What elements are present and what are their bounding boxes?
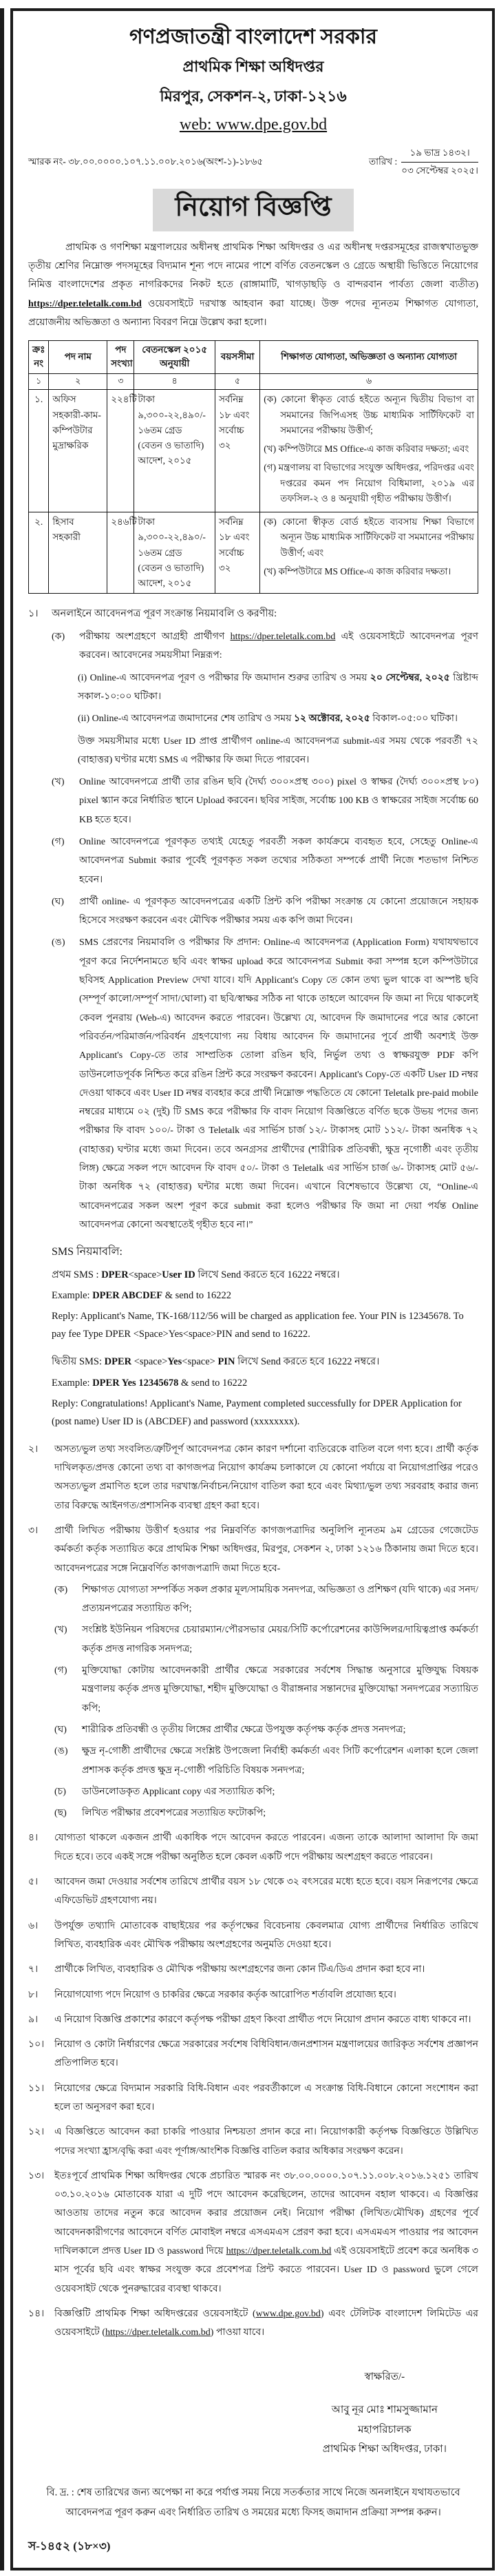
directorate-name: প্রাথমিক শিক্ষা অধিদপ্তর [182, 58, 324, 75]
sms-first-instruction: প্রথম SMS : DPER<space>User ID লিখে Send করতে হবে 16222 নম্বরে। [52, 1269, 340, 1281]
clause-12: ১২। এ বিজ্ঞপ্তিতে আবেদন করা চাকরি পাওয়ার নিশ্চয়তা প্রদান করে না। নিয়োগকারী কর্তৃপক্ষ বিজ্ঞপ্তিতে উল্লিখিত পদের সংখ্যা হ্রাস/বৃদ্ধি করা এবং পূর্ণাঙ্গ/আংশিক বিজ্ঞপ্তি বাতিল করার অধিকার সংরক্ষণ করেন। [28, 2127, 478, 2157]
clause-7: ৭। প্রার্থীকে লিখিত, ব্যবহারিক ও মৌখিক পরীক্ষায় অংশগ্রহণের জন্য কোন টিএ/ডিএ প্রদান করা হবে না। [28, 1964, 425, 1975]
notice-page [10, 8, 495, 2570]
row1-post-name: অফিস সহকারী-কাম-কম্পিউটার মুদ্রাক্ষরিক [49, 390, 107, 512]
sms-rules-heading: SMS নিয়মাবলি: [52, 1246, 122, 1258]
section1-item-gha: (ঘ) প্রার্থী online- এ পূরণকৃত আবেদনপত্রের একটি প্রিন্ট কপি পরীক্ষা সংক্রান্ত যে কোনো প্রয়োজনে সহায়ক হিসেবে সংরক্ষণ করবেন এবং মৌখিক পরীক্ষার সময় এক কপি জমা দিবেন। [52, 896, 478, 926]
sms-rules-block [28, 1243, 478, 1431]
footnote-text: শেষ তারিখের জন্য অপেক্ষা না করে পর্যাপ্ত সময় নিয়ে সতর্কতার সাথে নিজে অনলাইনে যথাযতভাবে আবেদনপত্র পূরণ করুন এবং নির্ধারিত তারিখ ও সময়ের মধ্যে ফিসহ জমাদান প্রক্রিয়া সম্পন্ন করুন। [65, 2486, 460, 2519]
intro-paragraph: প্রাথমিক ও গণশিক্ষা মন্ত্রণালয়ের অধীনস্থ প্রাথমিক শিক্ষা অধিদপ্তর ও এর অধীনস্থ দপ্তরসমূহের রাজস্বখাতভুক্ত তৃতীয় শ্রেণির নিম্নোক্ত পদসমূহের বিদ্যমান শূন্য পদে নামের পাশে বর্ণিত বেতনস্কেল ও গ্রেডে অস্থায়ী ভিত্তিতে নিয়োগের নিমিত্ত বাংলাদেশের প্রকৃত নাগরিকদের নিকট হতে (রাঙ্গামাটি, খাগড়াছড়ি ও বান্দরবান পার্বত্য জেলা ব্যতীত) https://dper.teletalk.com.bd ওয়েবসাইটে দরখাস্ত আহবান করা যাচ্ছে। উক্ত পদের ন্যূনতম শিক্ষাগত যোগ্যতা, প্রয়োজনীয় অভিজ্ঞতা ও অন্যান্য বিবরণ নিম্নে উল্লেখ করা হলো। [28, 242, 478, 328]
sms-second-instruction: দ্বিতীয় SMS: DPER <space>Yes<space> PIN লিখে Send করতে হবে 16222 নম্বরে। [52, 1356, 380, 1368]
col-number-4: ৪ [134, 373, 215, 390]
col-number-6: ৬ [260, 373, 478, 390]
date-bangla: ১৯ ভাদ্র ১৪৩২। [401, 145, 478, 163]
clause-3-sublist [54, 1581, 478, 1823]
row2-pay-scale: টাকা ৯,৩০০-২২,৪৯০/- ১৬তম গ্রেড (বেতন ও ভাতাদি) আদেশ, ২০১৫ [134, 512, 215, 594]
table-row [29, 512, 478, 594]
clause-3-sub-chha: (ছ) লিখিত পরীক্ষার প্রবেশপত্রের সত্যায়িত ফটোকপি; [54, 1808, 266, 1819]
clause-13: ১৩। ইতঃপূর্বে প্রাথমিক শিক্ষা অধিদপ্তর থেকে প্রচারিত স্মারক নং ৩৮.০০.০০০০.১০৭.১১.০০৮.২০১৬.১২৫১ তারিখ ০৩.১০.২০১৬ মোতাবেক যারা এ দুটি পদে আবেদন করেছিলেন, তাদের আবেদন বহাল থাকবে। এ বিজ্ঞপ্তির আওতায় তাদের নতুন করে আবেদন করার প্রয়োজন নেই। নিয়োগ পরীক্ষা (লিখিত/মৌখিক) গ্রহণের পূর্বে আবেদনকারীগণের আবেদনে বর্ণিত মোবাইল নম্বরে এসএমএস প্রেরণ করা হবে। এসএমএস পাওয়ার পর আবেদন দাখিলকালে প্রদত্ত User ID ও password দিয়ে https://dper.teletalk.com.bd এই ওয়েবসাইটে প্রবেশ করে অনধিক ৩ মাস পূর্বের ছবি এবং স্বাক্ষর সংযুক্ত করে প্রবেশপত্র প্রিন্ট করতে পারবেন। User ID ও password ভুলে গেলে ওয়েবসাইট থেকে পুনরুদ্ধারের ব্যবস্থা থাকবে। [28, 2170, 479, 2294]
table-header-row [29, 341, 478, 374]
section1-item-ka-sub-i: (i) Online-এ আবেদনপত্র পূরণ ও পরীক্ষার ফি জমাদান শুরুর তারিখ ও সময় ২০ সেপ্টেম্বর, ২০২৫ খ্রিষ্টাব্দ সকাল-১০:০০ ঘটিকা। [78, 672, 478, 702]
clause-4: ৪। যোগ্যতা থাকলে একজন প্রার্থী একাধিক পদে আবেদন করতে পারবেন। এজন্য তাকে আলাদা আলাদা ফি জমা দিতে হবে। তবে একই সঙ্গে পরীক্ষা অনুষ্ঠিত হলে কেবল একটি পদে পরীক্ষায় অংশগ্রহণ করতে পারবেন। [28, 1833, 478, 1862]
section1-item-uma: (ঙ) SMS প্রেরণের নিয়মাবলি ও পরীক্ষার ফি প্রদান: Online-এ আবেদনপত্র (Application Form) যথাযথভাবে পূরণ করে নির্দেশনামতে ছবি এবং স্বাক্ষর upload করে আবেদনপত্র Submit করা সম্পন্ন হলে কম্পিউটারে ছবিসহ Application Preview দেখা যাবে। যদি Applicant's Copy তে কোন তথ্য ভুল থাকে বা অস্পষ্ট ছবি (সম্পূর্ণ কালো/সম্পূর্ণ সাদা/ঘোলা) বা ছবি/স্বাক্ষর সঠিক না থাকে তাহলে আবেদন ফি জমা না দিয়ে থাকলেই কেবল পুনরায় (Web-এ) আবেদন করতে পারবেন। উল্লেখ্য যে, আবেদন ফি জমাদানের পরে আর কোনো পরিবর্তন/পরিমার্জন/পরিবর্ধন গ্রহণযোগ্য নয় বিধায় আবেদন ফি জমাদানের পূর্বে প্রার্থী অবশ্যই উক্ত Applicant's Copy-তে তার সাম্প্রতিক তোলা রঙিন ছবি, নির্ভুল তথ্য ও স্বাক্ষরযুক্ত PDF কপি ডাউনলোডপূর্বক নিশ্চিত করে রঙিন প্রিন্ট করে সংরক্ষণ করবেন। Applicant's Copy-তে একটি User ID নম্বর দেওয়া থাকবে এবং User ID নম্বর ব্যবহার করে প্রার্থী নিম্নোক্ত পদ্ধতিতে যে কোনো Teletalk pre-paid mobile নম্বরের মাধ্যমে ০২ (দুই) টি SMS করে পরীক্ষার ফি বাবদ নিয়োগ বিজ্ঞপ্তিতে বর্ণিত ছকে উভয় পদের জন্য পরীক্ষার ফি বাবদ ১০০/- টাকা ও Teletalk এর সার্ভিস চার্জ ১২/- টাকাসহ মোট ১১২/- টাকা অনধিক ৭২ (বাহাত্তর) ঘণ্টার মধ্যে জমা দিবেন। তবে অনগ্রসর প্রার্থীদের (শারীরিক প্রতিবন্ধী, ক্ষুদ্র নৃগোষ্ঠী এবং তৃতীয় লিঙ্গ) ক্ষেত্রে সকল পদে আবেদন ফি বাবদ ৫০/- টাকা ও Teletalk এর সার্ভিস চার্জ ৬/- টাকাসহ মোট ৫৬/- টাকা অনধিক ৭২ (বাহাত্তর) ঘন্টার মধ্যে জমা দিবেন। এখানে বিশেষভাবে উল্লেখ্য যে, “Online-এ আবেদনপত্রের সকল অংশ পূরণ করে submit করা হলেও পরীক্ষার ফি জমা না দেয়া পর্যন্ত Online আবেদনপত্র কোনো অবস্থাতেই গৃহীত হবে না।” [52, 937, 478, 1230]
clause-3-sub-gha: (ঘ) শারীরিক প্রতিবন্ধী ও তৃতীয় লিঙ্গের প্রার্থীর ক্ষেত্রে উপযুক্ত কর্তৃপক্ষ কর্তৃক প্রদত্ত সনদপত্র; [54, 1724, 406, 1735]
clause-14: ১৪। বিজ্ঞপ্তিটি প্রাথমিক শিক্ষা অধিদপ্তরের ওয়েবসাইটে (www.dpe.gov.bd) এবং টেলিটক বাংলাদেশ লিমিটেড এর ওয়েবসাইটে (https://dper.teletalk.com.bd) পাওয়া যাবে। [28, 2308, 478, 2338]
title-row [28, 189, 478, 231]
clause-3: ৩। প্রার্থী লিখিত পরীক্ষায় উত্তীর্ণ হওয়ার পর নিম্নবর্ণিত কাগজপত্রাদির অনুলিপি ন্যূনতম ৯ম গ্রেডের গেজেটেড কর্মকর্তা কর্তৃক সত্যায়িত করে প্রাথমিক শিক্ষা অধিদপ্তর, মিরপুর, সেকশন ২, ঢাকা ১২১৬ ঠিকানায় জমা দিতে হবে। আবেদনপত্রের সঙ্গে নিম্নেবর্ণিত কাগজপত্রাদি জমা দিতে হবে- [28, 1525, 478, 1574]
clause-3-sub-ga: (গ) মুক্তিযোদ্ধা কোটায় আবেদনকারী প্রার্থীর ক্ষেত্রে সরকারের সর্বশেষ সিদ্ধান্ত অনুসারে মুক্তিযুদ্ধ বিষয়ক মন্ত্রণালয় কর্তৃক প্রদত্ত মুক্তিযোদ্ধা, শহীদ মুক্তিযোদ্ধা ও বীরাঙ্গনার সন্তানদের মুক্তিযোদ্ধা সনদপত্রের সত্যায়িত কপি; [54, 1665, 478, 1714]
section1-item-ka: (ক) পরীক্ষায় অংশগ্রহণে আগ্রহী প্রার্থীগণ https://dper.teletalk.com.bd এই ওয়েবসাইটে আবেদনপত্র পূরণ করবেন। আবেদনের সময়সীমা নিম্নরূপ: [52, 632, 478, 661]
clause-6: ৬। উপর্যুক্ত তথ্যাদি মোতাবেক বাছাইয়ের পর কর্তৃপক্ষের বিবেচনায় কেবলমাত্র যোগ্য প্রার্থীদের নির্ধারিত তারিখে লিখিত, ব্যবহারিক এবং মৌখিক পরীক্ষায় অংশগ্রহণের অনুমতি দেওয়া হবে। [28, 1920, 478, 1950]
col-header-serial: ক্রঃ নং [29, 341, 49, 374]
website-link[interactable]: web: www.dpe.gov.bd [179, 116, 328, 134]
col-header-age-limit: বয়সসীমা [215, 341, 259, 374]
row2-qualifications: (ক) কোনো স্বীকৃত বোর্ড হইতে ব্যবসায় শিক্ষা বিভাগে অন্যূন উচ্চ মাধ্যমিক সার্টিফিকেট বা সমমানের পরীক্ষায় উত্তীর্ণ; এবং (খ) কম্পিউটারে MS Office-এ কাজ করিবার দক্ষতা। [260, 512, 478, 594]
print-reference-code: স-১৪৫২ (১৮×৩) [28, 2539, 111, 2553]
clause-2: ২। অসত্য/ভুল তথ্য সংবলিত/ত্রুটিপূর্ণ আবেদনপত্র কোন কারণ দর্শানো ব্যতিরেকে বাতিল বলে গণ্য হবে। প্রার্থী কর্তৃক দাখিলকৃত/প্রদত্ত কোনো তথ্য বা কাগজপত্র নিয়োগ কার্যক্রম চলাকালে যে কোনো পর্যায়ে বা নিয়োগপ্রাপ্তির পরেও অসত্য/ভুল প্রমাণিত হলে তার দরখাস্ত/নির্বাচন/নিয়োগ বাতিল করা হবে এবং মিথ্যা/ভুল তথ্য সরবরাহ করার জন্য তার বিরুদ্ধে আইনগত/প্রশাসনিক ব্যবস্থা গ্রহণ করা হবে। [28, 1444, 478, 1511]
col-number-3: ৩ [107, 373, 134, 390]
section1-item-ka-sub-ii: (ii) Online-এ আবেদনপত্র জমাদানের শেষ তারিখ ও সময় ১২ অক্টোবর, ২০২৫ বিকাল-০৫:০০ ঘটিকা। [78, 714, 458, 725]
sms-first-example: Example: DPER ABCDEF & send to 16222 [52, 1290, 232, 1302]
row1-age-limit: সর্বনিম্ন ১৮ এবং সর্বোচ্চ ৩২ [215, 390, 259, 512]
document-header [28, 25, 478, 134]
clause-3-sub-ka: (ক) শিক্ষাগত যোগ্যতা সম্পর্কিত সকল প্রকার মূল/সাময়িক সনদপত্র, অভিজ্ঞতা ও প্রশিক্ষণ (যদি থাকে) এর সনদ/প্রত্যয়নপত্রের সত্যায়িত কপি; [54, 1584, 478, 1614]
clause-10: ১০। নিয়োগ ও কোটা নির্ধারণের ক্ষেত্রে সরকারের সর্বশেষ বিধিবিধান/জনপ্রশাসন মন্ত্রণালয়ের জারিকৃত সর্বশেষ প্রজ্ঞাপন প্রতিপালিত হবে। [28, 2039, 478, 2069]
clause-3-sub-uma: (ঙ) ক্ষুদ্র নৃ-গোষ্ঠী প্রার্থীদের ক্ষেত্রে সংশ্লিষ্ট উপজেলা নির্বাহী কর্মকর্তা এবং সিটি কর্পোরেশন এলাকা হলে জেলা প্রশাসক কর্তৃক প্রদত্ত ক্ষুদ্র নৃ-গোষ্ঠী পরিচিতি বিষয়ক সনদপত্র; [54, 1746, 478, 1776]
col-number-2: ২ [49, 373, 107, 390]
col-header-pay-scale: বেতনস্কেল ২০১৫ অনুযায়ী [134, 341, 215, 374]
office-address: মিরপুর, সেকশন-২, ঢাকা-১২১৬ [160, 87, 347, 105]
row2-age-limit: সর্বনিম্ন ১৮ এবং সর্বোচ্চ ৩২ [215, 512, 259, 594]
sms-second-example: Example: DPER Yes 12345678 & send to 16222 [52, 1377, 248, 1389]
clause-3-sub-kha: (খ) সংশ্লিষ্ট ইউনিয়ন পরিষদের চেয়ারম্যান/পৌরসভার মেয়র/সিটি কর্পোরেশনের কাউন্সিলর/দায়িত্বপ্রাপ্ত কর্মকর্তা কর্তৃক প্রদত্ত নাগরিক সনদপত্র; [54, 1625, 478, 1654]
signed-label: স্বাক্ষরিত/- [364, 2371, 405, 2382]
row1-serial: ১. [29, 390, 49, 512]
government-title: গণপ্রজাতন্ত্রী বাংলাদেশ সরকার [129, 25, 378, 48]
section1-item-ga: (গ) Online আবেদনপত্রে পূরণকৃত তথ্যই যেহেতু পরবর্তী সকল কার্যক্রমে ব্যবহৃত হবে, সেহেতু Online-এ আবেদনপত্র Submit করার পূর্বেই পূরণকৃত সকল তথ্যের সঠিকতা সম্পর্কে প্রার্থী নিজে শতভাগ নিশ্চিত হবেন। [52, 837, 478, 885]
col-header-qualifications: শিক্ষাগত যোগ্যতা, অভিজ্ঞতা ও অন্যান্য যোগ্যতা [260, 341, 478, 374]
memo-number: স্মারক নং- ৩৮.০০.০০০০.১০৭.১১.০০৮.২০১৬(অংশ-১)-১৮৬৫ [28, 156, 264, 167]
date-label: তারিখ : [368, 156, 398, 167]
clause-5: ৫। আবেদন জমা দেওয়ার সর্বশেষ তারিখে প্রার্থীর বয়স ১৮ থেকে ৩২ বৎসরের মধ্যে হতে হবে। বয়স নিরূপণের ক্ষেত্রে এফিডেভিট গ্রহণযোগ্য নয়। [28, 1877, 478, 1907]
sms-second-reply: Reply: Congratulations! Applicant's Name, Payment completed successfully for DPER Application for (post name) User ID is (ABCDEF) and password (xxxxxxxx). [52, 1398, 462, 1427]
signatory-office: প্রাথমিক শিক্ষা অধিদপ্তর, ঢাকা। [322, 2444, 447, 2455]
row2-vacancies: ২৪৬টি [107, 512, 134, 594]
section1-title: অনলাইনে আবেদনপত্র পূরণ সংক্রান্ত নিয়মাবলি ও করণীয়: [52, 608, 277, 620]
section1-item-ka-tail: উক্ত সময়সীমার মধ্যে User ID প্রাপ্ত প্রার্থীগণ online-এ আবেদনপত্র submit-এর সময় থেকে পরবর্তী ৭২ (বাহাত্তর) ঘণ্টার মধ্যে SMS এ পরীক্ষার ফি জমা দিতে পারবেন। [78, 736, 478, 765]
date-fraction [401, 145, 478, 179]
scan-edge-strip [0, 8, 4, 2570]
sms-first-reply: Reply: Applicant's Name, TK-168/112/56 will be charged as application fee. Your PIN is 12345678. To pay fee Type DPER <Space>Yes<space>PIN and send to 16222. [52, 1311, 464, 1340]
row2-post-name: হিসাব সহকারী [49, 512, 107, 594]
signatory-name: আবু নূর মোঃ শামসুজ্জামান [331, 2404, 438, 2416]
footnote [28, 2483, 478, 2524]
date-block [369, 145, 478, 179]
clause-3-sub-cha: (চ) ডাউনলোডকৃত Applicant copy এর সত্যায়িত কপি; [54, 1786, 275, 1797]
signatory-designation: মহাপরিচালক [358, 2424, 412, 2435]
row2-serial: ২. [29, 512, 49, 594]
clause-9: ৯। এ নিয়োগ বিজ্ঞপ্তি প্রকাশের কারণে কর্তৃপক্ষ পরীক্ষা গ্রহণ কিংবা প্রার্থীত পদে নিয়োগ প্রদান করতে বাধ্য থাকবে না। [28, 2014, 471, 2025]
col-number-5: ৫ [215, 373, 259, 390]
row1-qualifications: (ক) কোনো স্বীকৃত বোর্ড হইতে অন্যূন দ্বিতীয় বিভাগ বা সমমানের জিপিএসহ উচ্চ মাধ্যমিক সার্টিফিকেট বা সমমানের পরীক্ষায় উত্তীর্ণ; (খ) কম্পিউটারে MS Office-এ কাজ করিবার দক্ষতা; এবং (গ) মন্ত্রণালয় বা বিভাগের সংযুক্ত অধিদপ্তর, পরিদপ্তর এবং দপ্তরের কমন পদ নিয়োগ বিধিমালা, ২০১৯ এর তফসিল-২ ও ৪ অনুযায়ী গৃহীত পরীক্ষায় উত্তীর্ণ। [260, 390, 478, 512]
clause-11: ১১। নিয়োগের ক্ষেত্রে বিদ্যমান সরকারি বিধি-বিধান এবং পরবর্তীকালে এ সংক্রান্ত বিধি-বিধানে কোনো সংশোধন করা হলে তা অনুসরণ করা হবে। [28, 2083, 478, 2112]
signature-block [323, 2367, 447, 2460]
table-row [29, 390, 478, 512]
column-number-row [29, 373, 478, 390]
clauses-list [28, 1440, 478, 2343]
col-header-vacancies: পদ সংখ্যা [107, 341, 134, 374]
col-number-1: ১ [29, 373, 49, 390]
section1-number: ১। [28, 608, 39, 620]
notice-title: নিয়োগ বিজ্ঞপ্তি [153, 189, 353, 231]
section1-heading [28, 605, 478, 624]
footnote-label: বি. দ্র. : [46, 2486, 74, 2498]
posts-table [28, 340, 478, 594]
date-gregorian: ০৩ সেপ্টেম্বর ২০২৫। [401, 165, 478, 176]
col-header-post-name: পদ নাম [49, 341, 107, 374]
row1-pay-scale: টাকা ৯,৩০০-২২,৪৯০/- ১৬তম গ্রেড (বেতন ও ভাতাদি) আদেশ, ২০১৫ [134, 390, 215, 512]
row1-vacancies: ২২৪টি [107, 390, 134, 512]
section1-item-kha: (খ) Online আবেদনপত্রে প্রার্থী তার রঙিন ছবি (দৈর্ঘ্য ৩০০×প্রস্থ ৩০০) pixel ও স্বাক্ষর (দৈর্ঘ্য ৩০০×প্রস্থ ৮০) pixel স্ক্যান করে নির্ধারিত স্থানে Upload করবেন। ছবির সাইজ, সর্বোচ্চ 100 KB ও স্বাক্ষরের সাইজ সর্বোচ্চ 60 KB হতে হবে। [52, 777, 478, 825]
clause-8: ৮। নিয়োগযোগ্য পদে নিয়োগ ও চাকরির ক্ষেত্রে সরকার কর্তৃক আরোপিত শর্তাবলি প্রযোজ্য হবে। [28, 1989, 396, 2000]
memo-row [28, 145, 478, 179]
